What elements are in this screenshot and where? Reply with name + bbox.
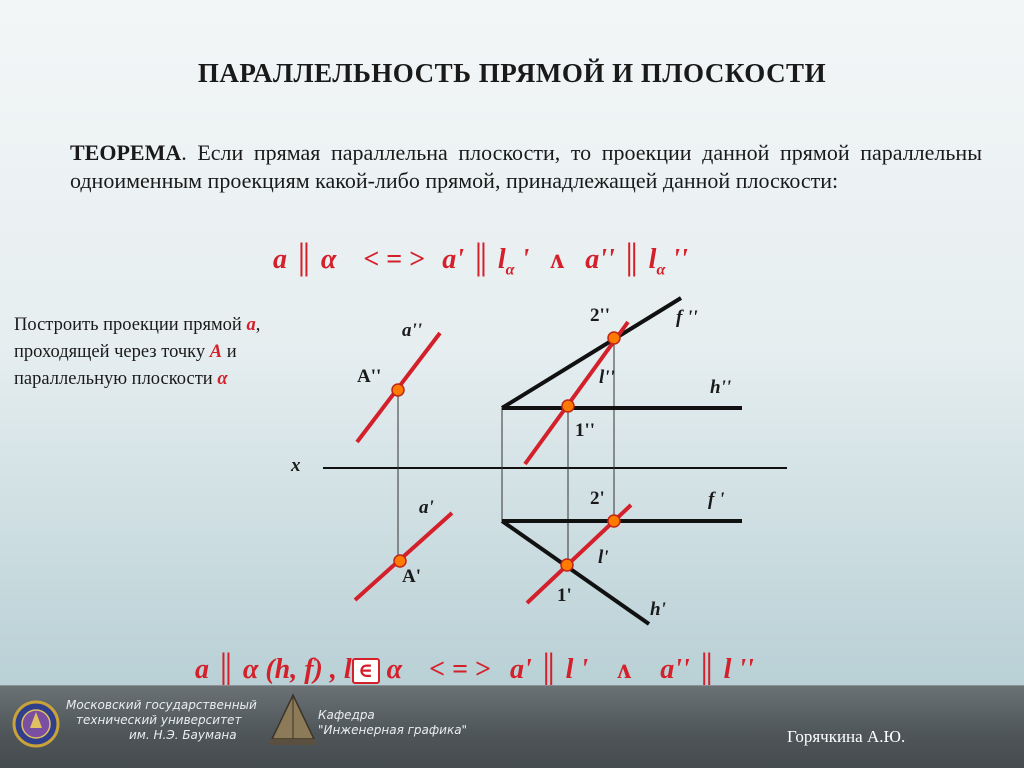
formula-bottom-part1: a' ║ l '	[510, 654, 589, 685]
task-line-3: параллельную плоскости α	[14, 369, 228, 389]
university-emblem-icon	[12, 698, 60, 750]
label-l2: l''	[599, 367, 615, 388]
university-name-line-2: технический университет	[76, 713, 242, 727]
task-line-1: Построить проекции прямой а,	[14, 315, 261, 335]
member-symbol-icon: ∈	[352, 658, 380, 684]
author-name: Горячкина А.Ю.	[787, 727, 906, 746]
formula-bottom-part2: a'' ║ l ''	[660, 654, 754, 685]
label-2-front: 2''	[590, 305, 611, 326]
formula-bottom-lhs: a ║ α (h, f) , l	[195, 654, 352, 685]
university-name-line-1: Московский государственный	[66, 698, 257, 712]
slide-title: ПАРАЛЛЕЛЬНОСТЬ ПРЯМОЙ И ПЛОСКОСТИ	[197, 58, 827, 88]
university-name-line-3: им. Н.Э. Баумана	[129, 728, 237, 742]
label-h1: h'	[650, 599, 666, 620]
department-logo-icon	[268, 693, 318, 747]
point-2-front	[608, 332, 620, 344]
point-1-top	[561, 559, 573, 571]
label-f2: f ''	[676, 307, 698, 328]
point-2-top	[608, 515, 620, 527]
formula-top-part1: a' ║ $l_\alpha$ '	[442, 244, 530, 279]
label-x-axis: x	[291, 455, 301, 476]
formula-top-lhs: a ║ α	[273, 244, 337, 275]
label-1-front: 1''	[575, 420, 596, 441]
label-A2: A''	[357, 366, 382, 387]
formula-bottom-equiv: < = >	[429, 654, 492, 685]
department-line-1: Кафедра	[318, 708, 375, 722]
label-a2: a''	[402, 320, 423, 341]
line-h1	[502, 521, 649, 624]
formula-top-part2: a'' ║ $l_\alpha$ ''	[585, 244, 688, 279]
formula-top-equiv: < = >	[363, 244, 426, 275]
point-1-front	[562, 400, 574, 412]
task-line-2: проходящей через точку А и	[14, 342, 237, 362]
label-2-top: 2'	[590, 488, 605, 509]
formula-bottom	[195, 654, 754, 686]
label-1-top: 1'	[557, 585, 572, 606]
formula-bottom-and: ʌ	[617, 654, 632, 685]
label-f1: f '	[708, 489, 725, 510]
point-A2	[392, 384, 404, 396]
label-a1: a'	[419, 497, 434, 518]
formula-top-and: ʌ	[550, 244, 565, 275]
department-line-2: "Инженерная графика"	[318, 723, 468, 737]
label-h2: h''	[710, 377, 732, 398]
label-l1: l'	[598, 547, 609, 568]
theorem-label: ТЕОРЕМА	[70, 140, 182, 165]
formula-bottom-alpha: α	[379, 654, 403, 685]
theorem-body: . Если прямая параллельна плоскости, то проекции данной прямой параллельны одноименным проекциям какой-либо прямой, принадлежащей данной плоскости:	[70, 140, 982, 193]
label-A1: A'	[402, 566, 421, 587]
